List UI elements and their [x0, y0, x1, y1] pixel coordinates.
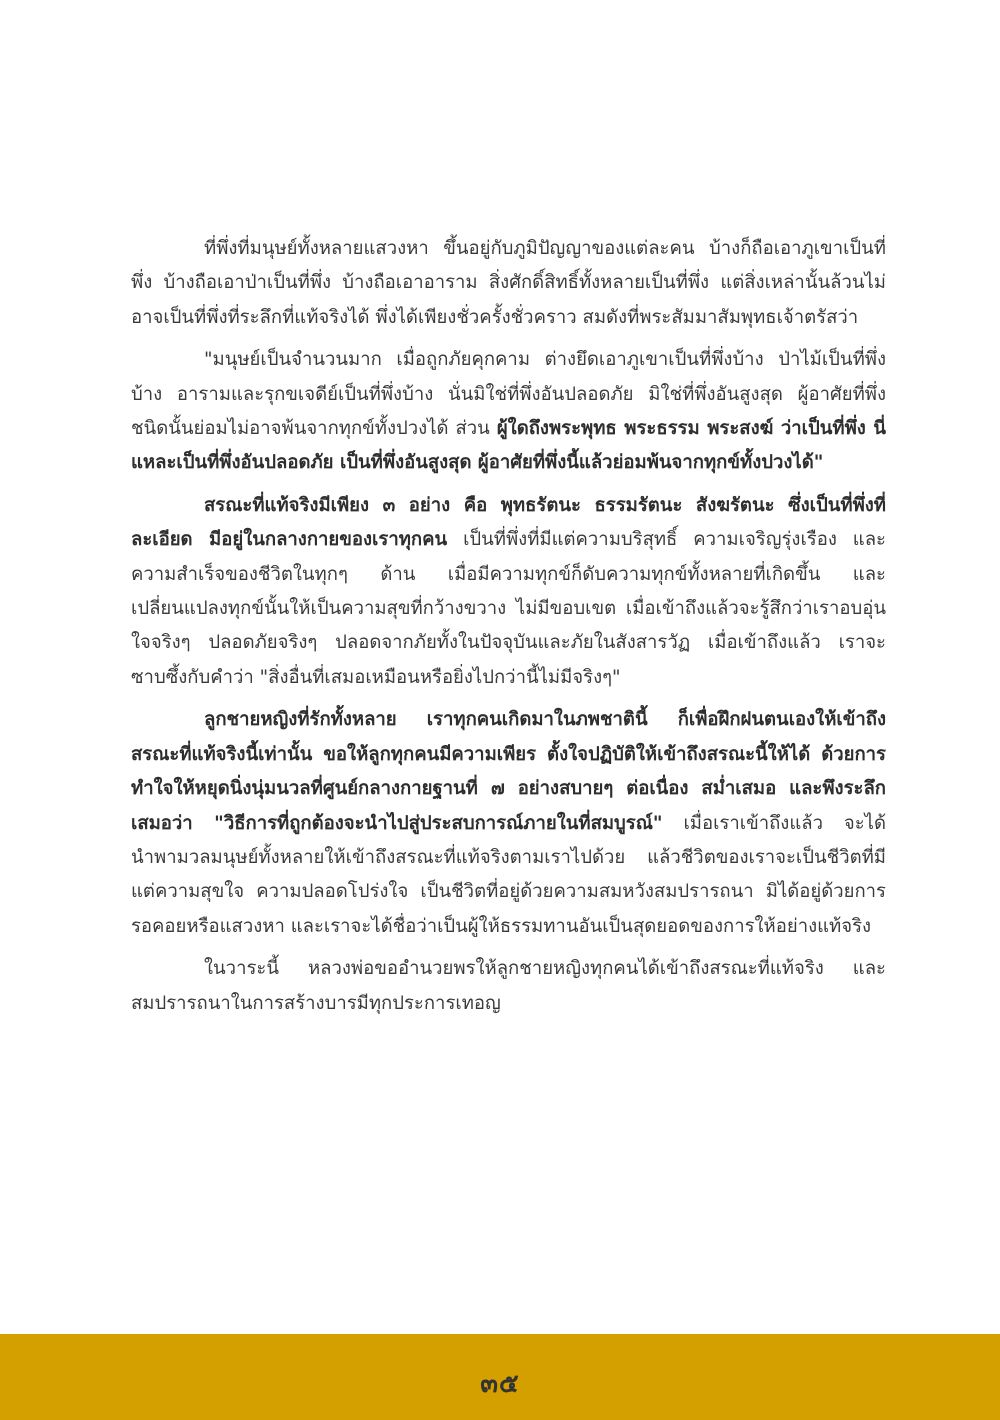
text-segment: เมื่อเราเข้าถึงแล้ว จะได้นำพามวลมนุษย์ทั้งหลายให้เข้าถึงสรณะที่แท้จริงตามเราไปด้วย แล้วชีวิตของเราจะเป็นชีวิตที่มีแต่ความสุขใจ ความปลอดโปร่งใจ เป็นชีวิตที่อยู่ด้วยความสมหวังสมปรารถนา มิได้อยู่ด้วยการรอคอยหรือแสวงหา และเราจะได้ชื่อว่าเป็นผู้ให้ธรรมทานอันเป็นสุดยอดของการให้อย่างแท้จริง	[131, 812, 887, 937]
emphasized-text: ลูกชายหญิงที่รักทั้งหลาย เราทุกคนเกิดมาในภพชาตินี้ ก็เพื่อฝึกฝนตนเองให้เข้าถึงสรณะที่แท้จริงนี้เท่านั้น ขอให้ลูกทุกคนมีความเพียร ตั้งใจปฏิบัติให้เข้าถึงสรณะนี้ให้ได้ ด้วยการทำใจให้หยุดนิ่งนุ่มนวลที่ศูนย์กลางกายฐานที่ ๗ อย่างสบายๆ ต่อเนื่อง สม่ำเสมอ และพึงระลึกเสมอว่า "วิธีการที่ถูกต้องจะนำไปสู่ประสบการณ์ภายในที่สมบูรณ์"	[131, 709, 886, 834]
text-segment: เป็นที่พึ่งที่มีแต่ความบริสุทธิ์ ความเจริญรุ่งเรือง และความสำเร็จของชีวิตในทุกๆ ด้าน เมื่อมีความทุกข์ก็ดับความทุกข์ทั้งหลายที่เกิดขึ้น และเปลี่ยนแปลงทุกข์นั้นให้เป็นความสุขที่กว้างขวาง ไม่มีขอบเขต เมื่อเข้าถึงแล้วจะรู้สึกว่าเราอบอุ่นใจจริงๆ ปลอดภัยจริงๆ ปลอดจากภัยทั้งในปัจจุบันและภัยในสังสารวัฏ เมื่อเข้าถึงแล้ว เราจะซาบซึ้งกับคำว่า "สิ่งอื่นที่เสมอเหมือนหรือยิ่งไปกว่านี้ไม่มีจริงๆ"	[131, 529, 886, 688]
paragraph-refuge-intro	[131, 232, 886, 335]
paragraph-buddha-quote	[131, 343, 886, 481]
document-body	[131, 232, 886, 1021]
text-segment: ที่พึ่งที่มนุษย์ทั้งหลายแสวงหา ขึ้นอยู่กับภูมิปัญญาของแต่ละคน บ้างก็ถือเอาภูเขาเป็นที่พึ่ง บ้างถือเอาป่าเป็นที่พึ่ง บ้างถือเอาอาราม สิ่งศักดิ์สิทธิ์ทั้งหลายเป็นที่พึ่ง แต่สิ่งเหล่านั้นล้วนไม่อาจเป็นที่พึ่งที่ระลึกที่แท้จริงได้ พึ่งได้เพียงชั่วครั้งชั่วคราว สมดังที่พระสัมมาสัมพุทธเจ้าตรัสว่า	[131, 238, 886, 328]
text-segment: ในวาระนี้ หลวงพ่อขออำนวยพรให้ลูกชายหญิงทุกคนได้เข้าถึงสรณะที่แท้จริง และสมปรารถนาในการสร้างบารมีทุกประการเทอญ	[131, 958, 886, 1014]
footer-band	[0, 1334, 1000, 1420]
paragraph-blessing	[131, 952, 886, 1021]
paragraph-exhortation	[131, 703, 886, 944]
paragraph-true-refuge	[131, 489, 886, 695]
emphasized-text: สรณะที่แท้จริงมีเพียง ๓ อย่าง คือ พุทธรัตนะ ธรรมรัตนะ สังฆรัตนะ ซึ่งเป็นที่พึ่งที่ละเอียด มีอยู่ในกลางกายของเราทุกคน	[131, 494, 886, 551]
page-number: ๓๕	[480, 1368, 520, 1399]
text-segment: "มนุษย์เป็นจำนวนมาก เมื่อถูกภัยคุกคาม ต่างยึดเอาภูเขาเป็นที่พึ่งบ้าง ป่าไม้เป็นที่พึ่งบ้าง อารามและรุกขเจดีย์เป็นที่พึ่งบ้าง นั่นมิใช่ที่พึ่งอันปลอดภัย มิใช่ที่พึ่งอันสูงสุด ผู้อาศัยที่พึ่งชนิดนั้นย่อมไม่อาจพ้นจากทุกข์ทั้งปวงได้ ส่วน	[131, 349, 886, 440]
emphasized-text: ผู้ใดถึงพระพุทธ พระธรรม พระสงฆ์ ว่าเป็นที่พึ่ง นี่แหละเป็นที่พึ่งอันปลอดภัย เป็นที่พึ่งอันสูงสุด ผู้อาศัยที่พึ่งนี้แล้วย่อมพ้นจากทุกข์ทั้งปวงได้"	[131, 418, 886, 474]
